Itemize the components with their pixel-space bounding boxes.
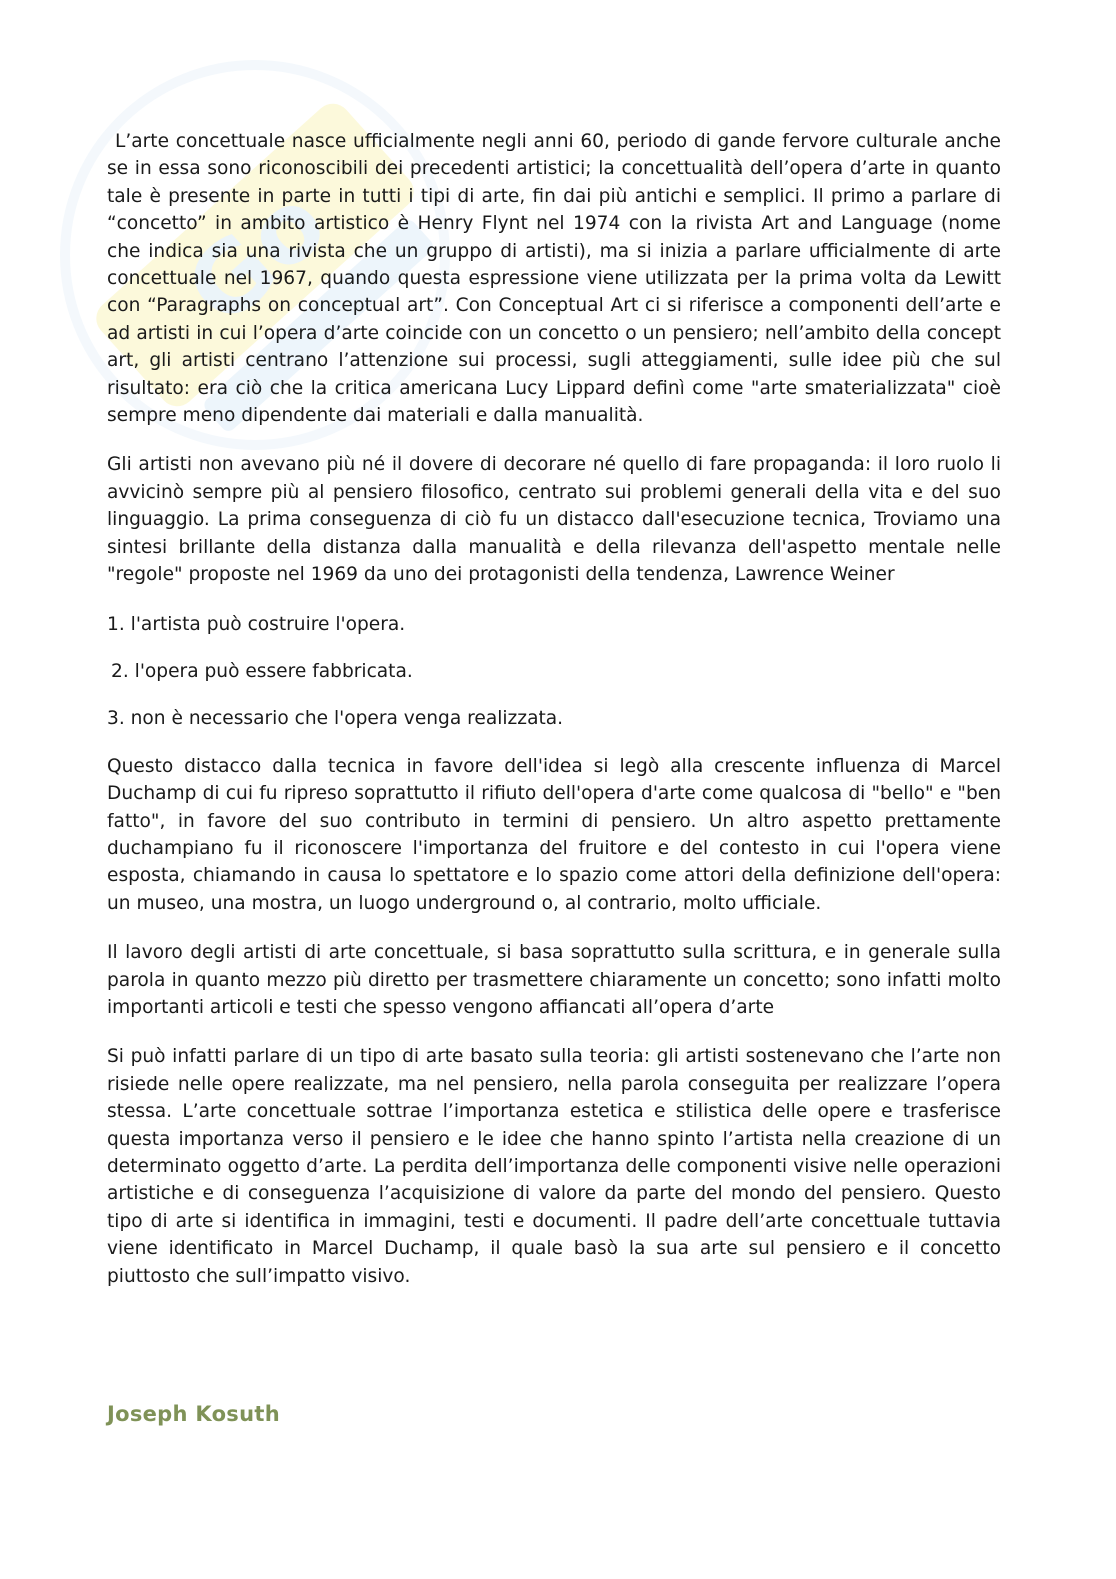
paragraph-artists: Gli artisti non avevano più né il dovere di decorare né quello di fare propaganda: il loro ruolo li avvicinò sempre più al pensiero filosofico, centrato sui problemi generali della vita e del suo linguaggio. La prima conseguenza di ciò fu un distacco dall'esecuzione tecnica, Troviamo una sintesi brillante della distanza dalla manualità e della rilevanza dell'aspetto mentale nelle "regole" proposte nel 1969 da uno dei protagonisti della tendenza, Lawrence Weiner: [107, 454, 1001, 586]
rule-item-3: 3. non è necessario che l'opera venga realizzata.: [107, 708, 564, 730]
rule-item-2: 2. l'opera può essere fabbricata.: [111, 660, 413, 682]
svg-text:Go: Go: [165, 166, 348, 347]
rules-list: [107, 611, 1001, 733]
paragraph-writing: Il lavoro degli artisti di arte concettuale, si basa soprattutto sulla scrittura, e in generale sulla parola in quanto mezzo più diretto per trasmettere chiaramente un concetto; sono infatti molto importanti articoli e testi che spesso vengono affiancati all’opera d’arte: [107, 942, 1001, 1018]
paragraph-intro: L’arte concettuale nasce ufficialmente negli anni 60, periodo di gande fervore culturale anche se in essa sono riconoscibili dei precedenti artistici; la concettualità dell’opera d’arte in quanto tale è presente in parte in tutti i tipi di arte, fin dai più antichi e semplici. Il primo a parlare di “concetto” in ambito artistico è Henry Flynt nel 1974 con la rivista Art and Language (nome che indica sia una rivista che un gruppo di artisti), ma si inizia a parlare ufficialmente di arte concettuale nel 1967, quando questa espressione viene utilizzata per la prima volta da Lewitt con “Paragraphs on conceptual art”. Con Conceptual Art ci si riferisce a componenti dell’arte e ad artisti in cui l’opera d’arte coincide con un concetto o un pensiero; nell’ambito della concept art, gli artisti centrano l’attenzione sui processi, sugli atteggiamenti, sulle idee più che sul risultato: era ciò che la critica americana Lucy Lippard definì come "arte smaterializzata" cioè sempre meno dipendente dai materiali e dalla manualità.: [107, 131, 1001, 427]
paragraph-duchamp: Questo distacco dalla tecnica in favore dell'idea si legò alla crescente influenza di Marcel Duchamp di cui fu ripreso soprattutto il rifiuto dell'opera d'arte come qualcosa di "bello" e "ben fatto", in favore del suo contributo in termini di pensiero. Un altro aspetto prettamente duchampiano fu il riconoscere l'importanza del fruitore e del contesto in cui l'opera viene esposta, chiamando in causa lo spettatore e lo spazio come attori della definizione dell'opera: un museo, una mostra, un luogo underground o, al contrario, molto ufficiale.: [107, 755, 1001, 914]
rule-item-1: 1. l'artista può costruire l'opera.: [107, 613, 406, 635]
document-body: [107, 128, 1001, 1312]
section-heading: Joseph Kosuth: [107, 1402, 280, 1426]
paragraph-theory: Si può infatti parlare di un tipo di arte basato sulla teoria: gli artisti sostenevano che l’arte non risiede nelle opere realizzate, ma nel pensiero, nella parola conseguita per realizzare l’opera stessa. L’arte concettuale sottrae l’importanza estetica e stilistica delle opere e trasferisce questa importanza verso il pensiero e le idee che hanno spinto l’artista nella creazione di un determinato oggetto d’arte. La perdita dell’importanza delle componenti visive nelle operazioni artistiche e di conseguenza l’acquisizione di valore da parte del mondo del pensiero. Questo tipo di arte si identifica in immagini, testi e documenti. Il padre dell’arte concettuale tuttavia viene identificato in Marcel Duchamp, il quale basò la sua arte sul pensiero e il concetto piuttosto che sull’impatto visivo.: [107, 1046, 1001, 1287]
